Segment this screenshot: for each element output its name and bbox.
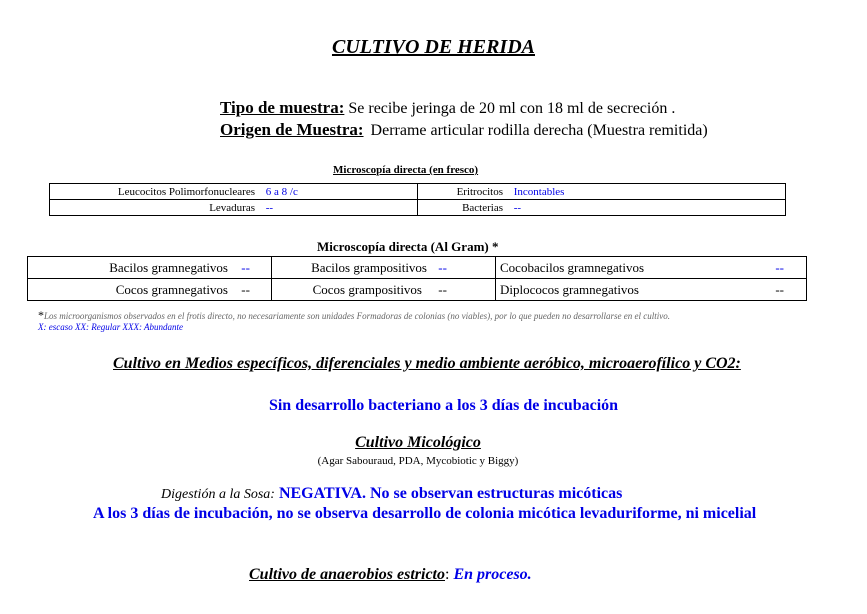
fresco-title: Microscopía directa (en fresco) xyxy=(333,164,479,176)
table-row xyxy=(50,184,786,200)
abundance-scale: X: escaso XX: Regular XXX: Abundante xyxy=(38,322,184,332)
cell-value: Incontables xyxy=(513,185,565,198)
cell-label: Leucocitos Polimorfonucleares xyxy=(117,185,255,198)
cell-value: -- xyxy=(513,201,522,214)
table-cell xyxy=(496,257,807,279)
asterisk: * xyxy=(38,308,44,322)
sample-origin-line xyxy=(220,120,708,140)
mycology-subtitle: (Agar Sabouraud, PDA, Mycobiotic y Biggy) xyxy=(317,455,519,467)
cell-label: Bacilos gramnegativos xyxy=(109,259,228,275)
table-cell xyxy=(272,279,496,301)
mycology-title: Cultivo Micológico xyxy=(355,434,481,451)
cell-value: -- xyxy=(775,281,784,297)
cell-label: Cocos grampositivos xyxy=(312,281,422,297)
table-cell xyxy=(28,257,272,279)
table-cell xyxy=(50,184,418,200)
cell-label: Bacterias xyxy=(462,201,503,214)
table-cell xyxy=(272,257,496,279)
table-row xyxy=(28,257,807,279)
culture-title: Cultivo en Medios específicos, diferenciales y medio ambiente aeróbico, microaerofílico y CO2: xyxy=(113,355,741,372)
gram-footnote xyxy=(38,308,670,323)
table-row xyxy=(50,200,786,216)
table-cell xyxy=(496,279,807,301)
anaerobes-line: Cultivo de anaerobios estricto: En proceso. xyxy=(249,566,532,583)
digestion-line xyxy=(161,485,622,503)
sample-type-label: Tipo de muestra: xyxy=(220,98,345,117)
sample-origin-note: (Muestra remitida) xyxy=(587,122,708,139)
table-row xyxy=(28,279,807,301)
gram-title: Microscopía directa (Al Gram) * xyxy=(317,239,499,254)
anaerobes-value: En proceso. xyxy=(453,566,532,583)
cell-value: -- xyxy=(438,281,447,297)
sample-type-line xyxy=(220,98,675,118)
gram-table xyxy=(27,256,807,301)
footnote-text: Los microorganismos observados en el frotis directo, no necesariamente son unidades Formadoras de colonias (no viables), por lo que pueden no desarrollarse en el cultivo. xyxy=(44,311,671,321)
page-title: CULTIVO DE HERIDA xyxy=(331,36,535,58)
table-cell xyxy=(418,184,786,200)
table-cell xyxy=(50,200,418,216)
cell-value: -- xyxy=(775,259,784,275)
cell-value: -- xyxy=(241,281,250,297)
fresco-table xyxy=(49,183,786,216)
anaerobes-label: Cultivo de anaerobios estricto xyxy=(249,566,445,583)
cell-label: Eritrocitos xyxy=(456,185,503,198)
digestion-value: NEGATIVA. No se observan estructuras micóticas xyxy=(278,485,623,502)
digestion-label: Digestión a la Sosa: xyxy=(161,487,275,502)
cell-value: -- xyxy=(265,201,274,214)
cell-value: -- xyxy=(241,259,250,275)
cell-value: 6 a 8 /c xyxy=(265,185,298,198)
cell-label: Cocos gramnegativos xyxy=(115,281,228,297)
culture-result: Sin desarrollo bacteriano a los 3 días de incubación xyxy=(268,397,619,414)
cell-label: Diplococos gramnegativos xyxy=(500,281,639,297)
cell-label: Levaduras xyxy=(209,201,255,214)
cell-label: Bacilos grampositivos xyxy=(311,259,427,275)
table-cell xyxy=(28,279,272,301)
cell-value: -- xyxy=(438,259,447,275)
table-cell xyxy=(418,200,786,216)
sample-origin-value: Derrame articular rodilla derecha xyxy=(370,122,584,139)
mycology-result: A los 3 días de incubación, no se observa desarrollo de colonia micótica levaduriforme, ni micelial xyxy=(93,505,757,522)
sample-type-value: Se recibe jeringa de 20 ml con 18 ml de secreción . xyxy=(348,100,676,117)
sample-origin-label: Origen de Muestra: xyxy=(220,120,364,139)
cell-label: Cocobacilos gramnegativos xyxy=(500,259,645,275)
